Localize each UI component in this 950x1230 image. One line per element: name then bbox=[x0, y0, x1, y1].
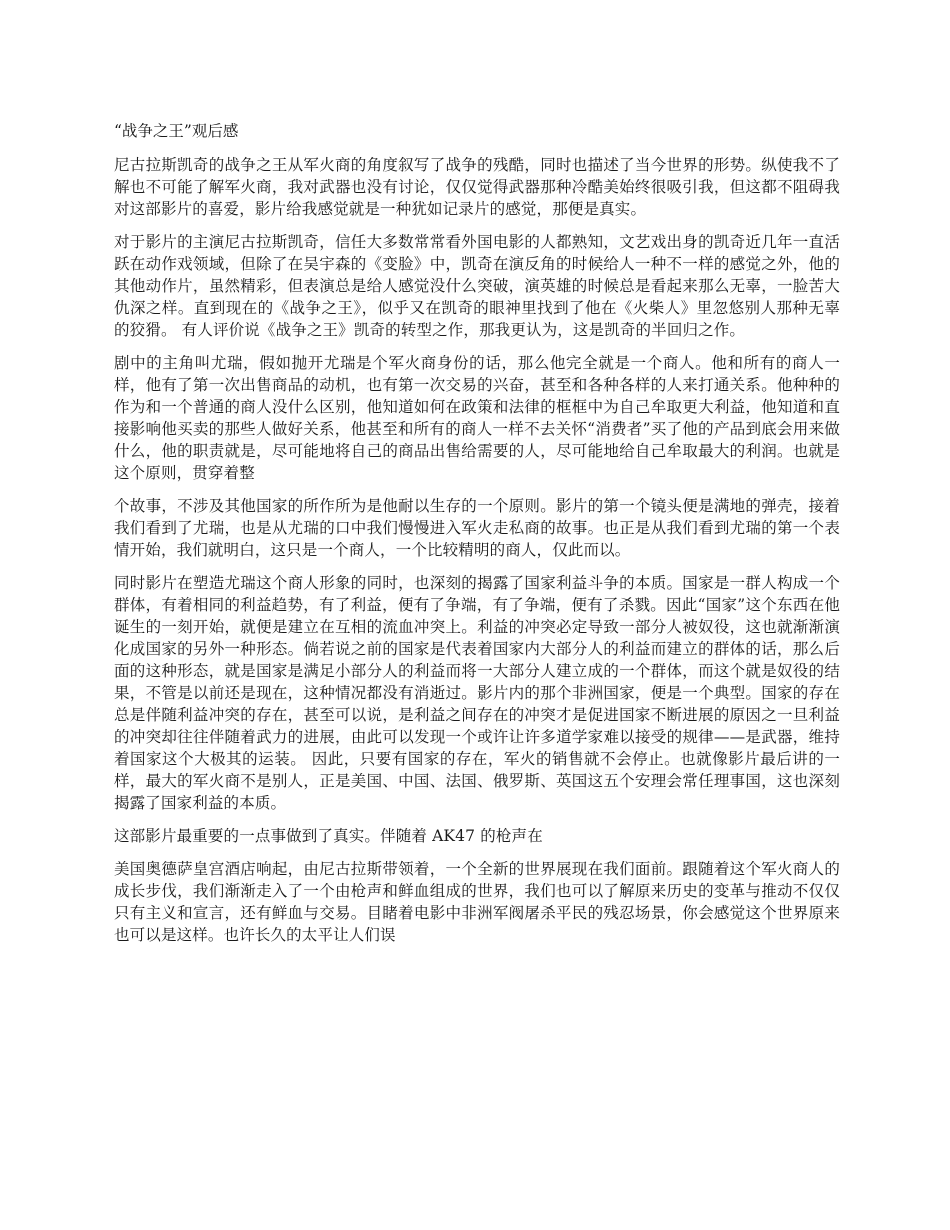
document-title: “战争之王”观后感 bbox=[114, 122, 239, 140]
paragraph-4: 个故事，不涉及其他国家的所作所为是他耐以生存的一个原则。影片的第一个镜头便是满地的弹壳，接着我们看到了尤瑞，也是从尤瑞的口中我们慢慢进入军火走私商的故事。也正是从我们看到尤瑞的第一个表情开始，我们就明白，这只是一个商人，一个比较精明的商人，仅此而以。 bbox=[114, 497, 840, 559]
paragraph-5: 同时影片在塑造尤瑞这个商人形象的同时，也深刻的揭露了国家利益斗争的本质。国家是一群人构成一个群体，有着相同的利益趋势，有了利益，便有了争端，有了争端，便有了杀戮。因此“国家”这个东西在他诞生的一刻开始，就便是建立在互相的流血冲突上。利益的冲突必定导致一部分人被奴役，这也就渐渐演化成国家的另外一种形态。倘若说之前的国家是代表着国家内大部分人的利益而建立的群体的话，那么后面的这种形态，就是国家是满足小部分人的利益而将一大部分人建立成的一个群体，而这个就是奴役的结果，不管是以前还是现在，这种情况都没有消逝过。影片内的那个非洲国家，便是一个典型。国家的存在总是伴随利益冲突的存在，甚至可以说，是利益之间存在的冲突才是促进国家不断进展的原因之一旦利益的冲突却往往伴随着武力的进展，由此可以发现一个或许让许多道学家难以接受的规律——是武器，维持着国家这个大极其的运装。 因此，只要有国家的存在，军火的销售就不会停止。也就像影片最后讲的一样，最大的军火商不是别人，正是美国、中国、法国、俄罗斯、英国这五个安理会常任理事国，这也深刻揭露了国家利益的本质。 bbox=[114, 574, 840, 812]
paragraph-7: 美国奥德萨皇宫酒店响起，由尼古拉斯带领着，一个全新的世界展现在我们面前。跟随着这个军火商人的成长步伐，我们渐渐走入了一个由枪声和鲜血组成的世界，我们也可以了解原来历史的变革与推动不仅仅只有主义和宣言，还有鲜血与交易。目睹着电影中非洲军阀屠杀平民的残忍场景，你会感觉这个世界原来也可以是这样。也许长久的太平让人们误 bbox=[114, 860, 840, 944]
paragraph-6: 这部影片最重要的一点事做到了真实。伴随着 AK47 的枪声在 bbox=[114, 827, 543, 845]
paragraph-3: 剧中的主角叫尤瑞，假如抛开尤瑞是个军火商身份的话，那么他完全就是一个商人。他和所有的商人一样，他有了第一次出售商品的动机，也有第一次交易的兴奋，甚至和各种各样的人来打通关系。他种种的作为和一个普通的商人没什么区别，他知道如何在政策和法律的框框中为自己牟取更大利益，他知道和直接影响他买卖的那些人做好关系，他甚至和所有的商人一样不去关怀“消费者”买了他的产品到底会用来做什么，他的职责就是，尽可能地将自己的商品出售给需要的人，尽可能地给自己牟取最大的利润。也就是这个原则，贯穿着整 bbox=[114, 354, 840, 482]
paragraph-2: 对于影片的主演尼古拉斯凯奇，信任大多数常常看外国电影的人都熟知，文艺戏出身的凯奇近几年一直活跃在动作戏领域，但除了在吴宇森的《变脸》中，凯奇在演反角的时候给人一种不一样的感觉之外，他的其他动作片，虽然精彩，但表演总是给人感觉没什么突破，演英雄的时候总是看起来那么无辜，一脸苦大仇深之样。直到现在的《战争之王》，似乎又在凯奇的眼神里找到了他在《火柴人》里忽悠别人那种无辜的狡猾。 有人评价说《战争之王》凯奇的转型之作，那我更认为，这是凯奇的半回归之作。 bbox=[114, 233, 840, 339]
paragraph-1: 尼古拉斯凯奇的战争之王从军火商的角度叙写了战争的残酷，同时也描述了当今世界的形势。纵使我不了解也不可能了解军火商，我对武器也没有讨论，仅仅觉得武器那种冷酷美始终很吸引我，但这都不阻碍我对这部影片的喜爱，影片给我感觉就是一种犹如记录片的感觉，那便是真实。 bbox=[114, 156, 840, 218]
